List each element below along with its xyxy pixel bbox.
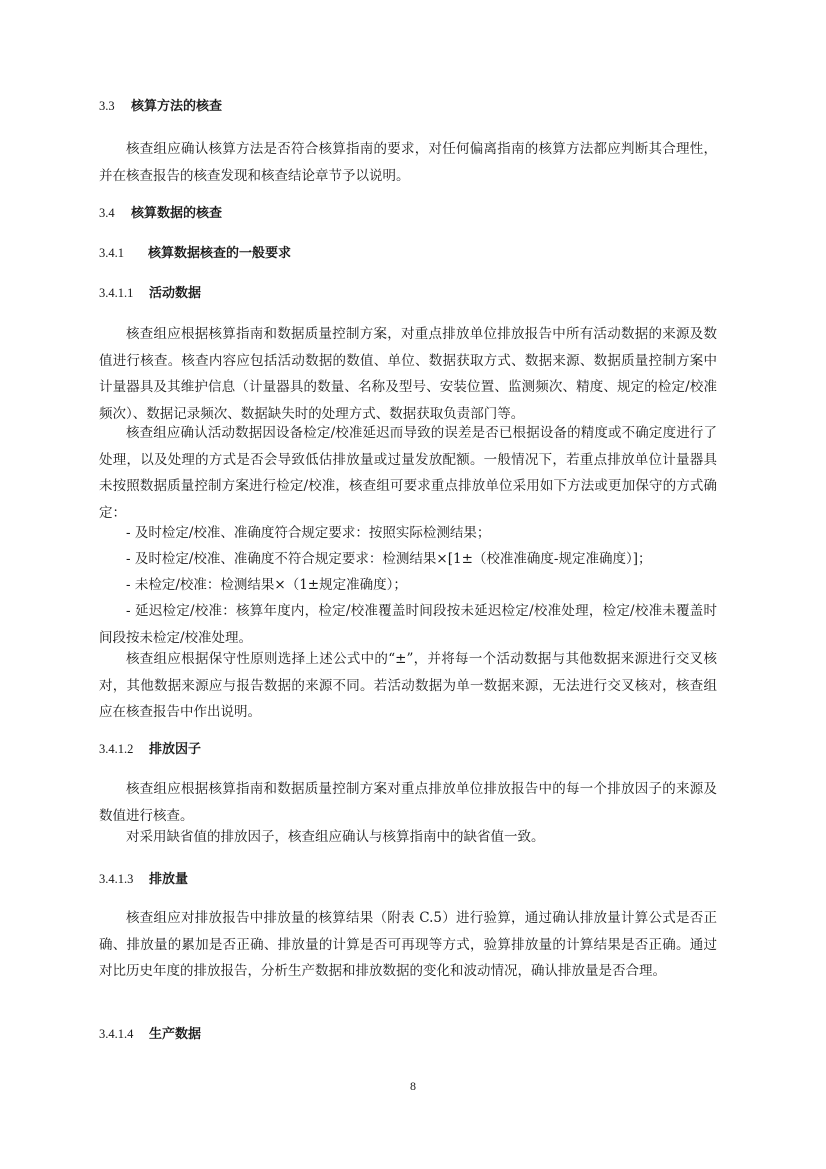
- heading-number: 3.4.1.1: [99, 286, 134, 300]
- heading-title: 活动数据: [149, 286, 202, 301]
- heading-title: 生产数据: [149, 1027, 202, 1042]
- paragraph-calibration: 核查组应确认活动数据因设备检定/校准延迟而导致的误差是否已根据设备的精度或不确定度进行了处理，以及处理的方式是否会导致低估排放量或过量发放配额。一般情况下，若重点排放单位计量器具未按照数据质量控制方案进行检定/校准，核查组可要求重点排放单位采用如下方法或更加保守的方式确定：: [99, 425, 717, 521]
- paragraph-conservative: 核查组应根据保守性原则选择上述公式中的“±”，并将每一个活动数据与其他数据来源进行交叉核对，其他数据来源应与报告数据的来源不同。若活动数据为单一数据来源，无法进行交叉核对，核查组应在核查报告中作出说明。: [99, 651, 717, 720]
- heading-number: 3.4: [99, 206, 115, 220]
- heading-title: 核算数据核查的一般要求: [148, 246, 292, 261]
- paragraph-default-value: 对采用缺省值的排放因子，核查组应确认与核算指南中的缺省值一致。: [126, 829, 545, 845]
- page-number: 8: [410, 1079, 416, 1093]
- list-item: - 未检定/校准：检测结果×（1±规定准确度）；: [126, 577, 407, 593]
- paragraph-emission-factor: 核查组应根据核算指南和数据质量控制方案对重点排放单位排放报告中的每一个排放因子的来源及数值进行核查。: [99, 781, 717, 824]
- heading-title: 排放量: [149, 872, 189, 887]
- heading-title: 排放因子: [149, 742, 202, 757]
- paragraph-activity-data: 核查组应根据核算指南和数据质量控制方案，对重点排放单位排放报告中所有活动数据的来源及数值进行核查。核查内容应包括活动数据的数值、单位、数据获取方式、数据来源、数据质量控制方案中计量器具及其维护信息（计量器具的数量、名称及型号、安装位置、监测频次、精度、规定的检定/校准频次）、数据记录频次、数据缺失时的处理方式、数据获取负责部门等。: [99, 326, 717, 422]
- list-item: - 延迟检定/校准：核算年度内，检定/校准覆盖时间段按未延迟检定/校准处理，检定/校准未覆盖时间段按未检定/校准处理。: [99, 603, 717, 646]
- paragraph-method-check: 核查组应确认核算方法是否符合核算指南的要求，对任何偏离指南的核算方法都应判断其合理性，并在核查报告的核查发现和核查结论章节予以说明。: [99, 141, 717, 184]
- heading-3-3: [99, 97, 222, 116]
- heading-title: 核算数据的核查: [131, 206, 223, 221]
- heading-3-4-1-4: [99, 1025, 201, 1044]
- heading-3-4-1-1: [99, 284, 201, 303]
- list-item: - 及时检定/校准、准确度符合规定要求：按照实际检测结果；: [126, 525, 491, 541]
- heading-number: 3.4.1.3: [99, 872, 134, 886]
- heading-number: 3.3: [99, 99, 115, 113]
- heading-number: 3.4.1.2: [99, 742, 134, 756]
- heading-3-4-1: [99, 244, 291, 263]
- heading-3-4-1-2: [99, 740, 201, 759]
- heading-3-4: [99, 204, 222, 223]
- paragraph-emissions: 核查组应对排放报告中排放量的核算结果（附表 C.5）进行验算，通过确认排放量计算公式是否正确、排放量的累加是否正确、排放量的计算是否可再现等方式，验算排放量的计算结果是否正确。通过对比历史年度的排放报告，分析生产数据和排放数据的变化和波动情况，确认排放量是否合理。: [99, 910, 717, 979]
- list-item: - 及时检定/校准、准确度不符合规定要求：检测结果×[1±（校准准确度-规定准确度）]；: [126, 551, 652, 567]
- heading-title: 核算方法的核查: [131, 99, 223, 114]
- heading-number: 3.4.1.4: [99, 1027, 134, 1041]
- heading-number: 3.4.1: [99, 246, 124, 260]
- heading-3-4-1-3: [99, 870, 188, 889]
